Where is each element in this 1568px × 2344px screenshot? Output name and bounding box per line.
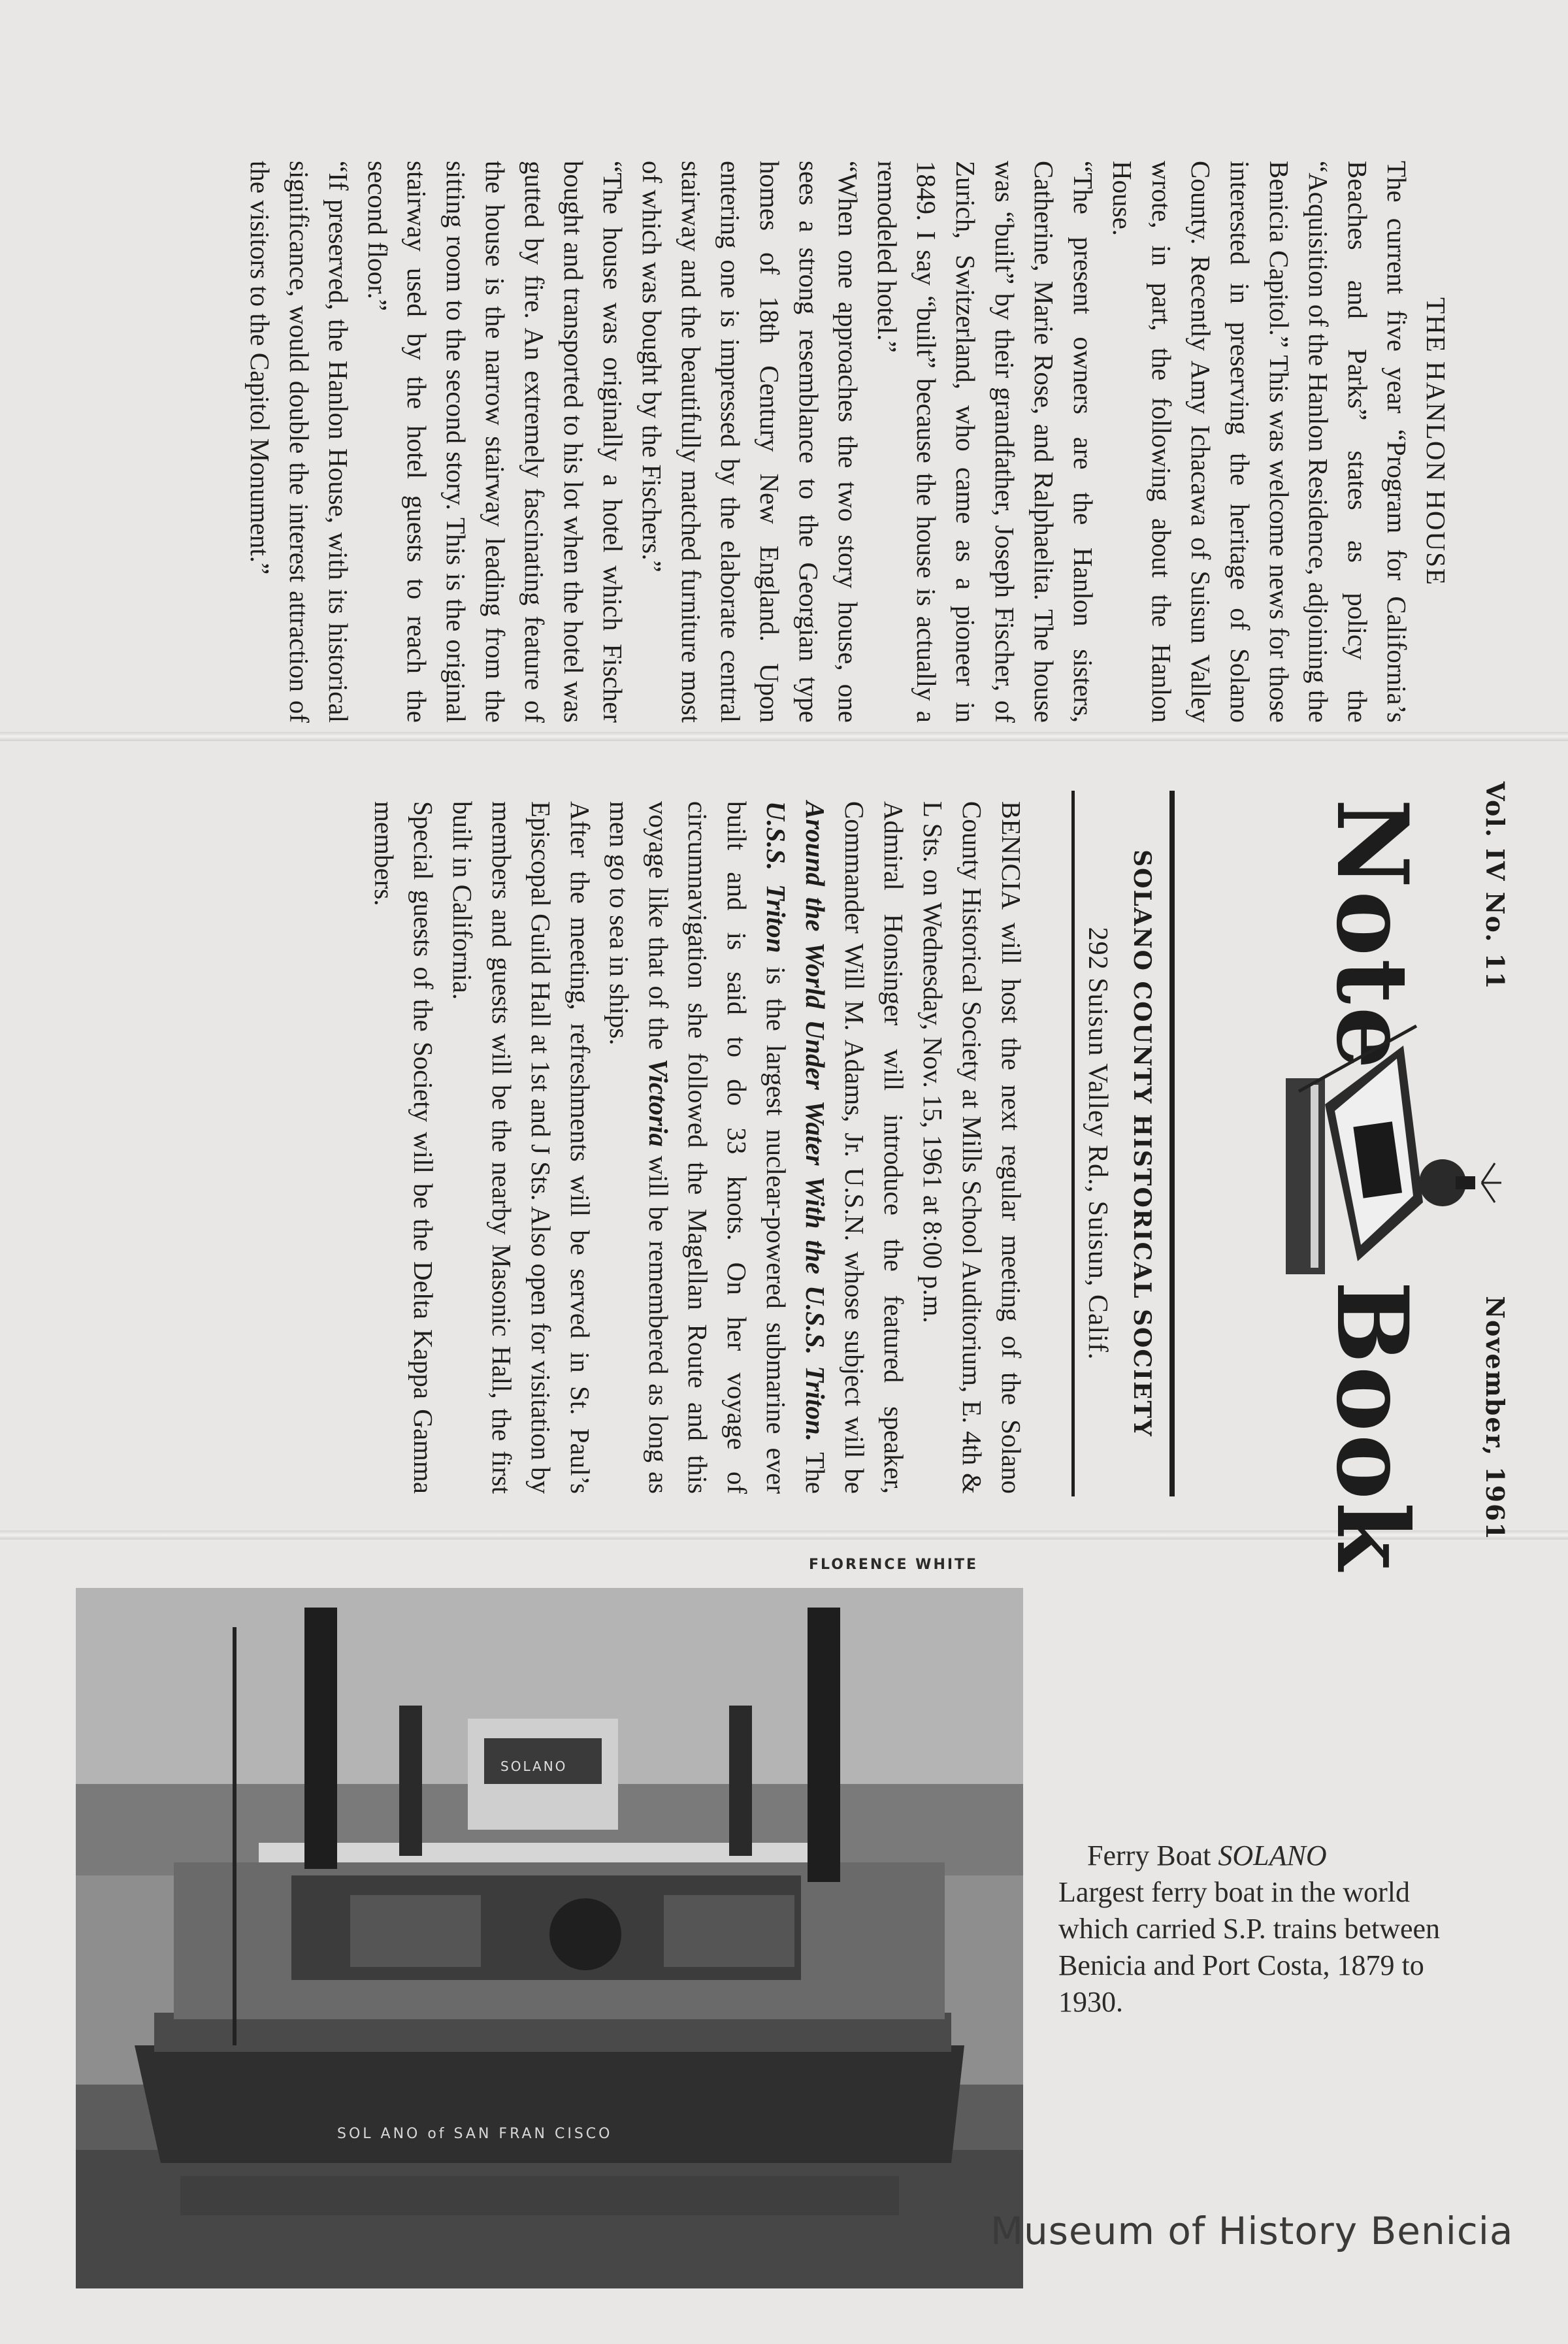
notebook-emblem-icon [1181, 1013, 1521, 1300]
pilot-house-lettering: SOLANO [500, 1758, 568, 1774]
society-address: 292 Suisun Valley Rd., Suisun, Calif. [1083, 927, 1113, 1361]
masthead-title-left: Note [1315, 799, 1429, 1072]
masthead-title-right: Book [1315, 1281, 1429, 1573]
fold-line [0, 732, 1568, 741]
hanlon-article [57, 161, 1456, 723]
meeting-paragraph: Special guests of the Society will be the Delta Kappa Gamma members. [369, 801, 438, 1494]
masthead-rule [1169, 791, 1175, 1496]
hanlon-paragraph: “The present owners are the Hanlon sisters, Catherine, Marie Rose, and Ralphaelita. The house was “built” by their grandfather, Joseph Fischer, of Zurich, Switzerland, who came as a pioneer in 1849. I say “built” because the house is actually a remodeled hotel.” [872, 161, 1098, 723]
caption-body: Largest ferry boat in the world which carried S.P. trains between Benicia and Port Costa, 1879 to 1930. [1058, 1876, 1441, 2018]
talk-title: Around the World Under Water With the U.S.S. Triton. [800, 801, 830, 1442]
hanlon-paragraph: “If preserved, the Hanlon House, with its historical significance, would double the interest attraction of the visitors to the Capitol Monument.” [245, 161, 353, 723]
ship-name: U.S.S. Triton [761, 801, 791, 953]
society-name: SOLANO COUNTY HISTORICAL SOCIETY [1128, 850, 1156, 1438]
hanlon-paragraph: “When one approaches the two story house, one sees a strong resemblance to the Georgian type homes of 18th Century New England. Upon entering one is impressed by the elaborate central stairway and the beautifully matched furniture most of which was bought by the Fischers.” [637, 161, 863, 723]
museum-watermark: Museum of History Benicia [990, 2209, 1514, 2253]
hanlon-paragraph: “The house was originally a hotel which Fischer bought and transported to his lot when the hotel was gutted by fire. An extremely fascinating feature of the house is the narrow stairway leading from the sitting room to the second story. This is the original stairway used by the hotel guests to reach the second floor.” [363, 161, 628, 723]
photo-caption [1058, 1838, 1477, 2021]
ferry-boat-photo [76, 1588, 1023, 2288]
meeting-paragraph: BENICIA will host the next regular meeting of the Solano County Historical Society at Mills School Auditorium, E. 4th & L Sts. on Wednesday, Nov. 15, 1961 at 8:00 p.m. [918, 801, 1026, 1494]
issue-date: November, 1961 [1480, 1296, 1510, 1541]
hanlon-heading: THE HANLON HOUSE [1421, 297, 1451, 586]
masthead-rule [1071, 791, 1075, 1496]
ferry-boat-image [76, 1588, 1023, 2288]
volume-number: Vol. IV No. 11 [1480, 782, 1510, 991]
meeting-paragraph: Admiral Honsinger will introduce the featured speaker, Commander Will M. Adams, Jr. U.S.N. whose subject will be Around the World Under Water With the U.S.S. Triton. The U.S.S. Triton is the largest nuclear-powered submarine ever built and is said to do 33 knots. On her voyage of circumnavigation she followed the Magellan Route and this voyage like that of the Victoria will be remembered as long as men go to sea in ships. [604, 801, 909, 1494]
meeting-article [51, 801, 1031, 1494]
caption-prefix: Ferry Boat [1087, 1840, 1218, 1872]
ship-name: Victoria [644, 1059, 674, 1147]
photo-credit: FLORENCE WHITE [809, 1557, 979, 1573]
boat-name: SOLANO [1218, 1840, 1327, 1872]
meeting-paragraph: After the meeting, refreshments will be served in St. Paul’s Episcopal Guild Hall at 1st and J Sts. Also open for visitation by members and guests will be the nearby Masonic Hall, the first built in California. [448, 801, 595, 1494]
hanlon-paragraph: The current five year “Program for California’s Beaches and Parks” states as policy the “Acquisition of the Hanlon Residence, adjoining the Benicia Capitol.” This was welcome news for those interested in preserving the heritage of Solano County. Recently Amy Ichacawa of Suisun Valley wrote, in part, the following about the Hanlon House. [1107, 161, 1412, 723]
hull-lettering: SOL ANO of SAN FRAN CISCO [337, 2126, 613, 2142]
